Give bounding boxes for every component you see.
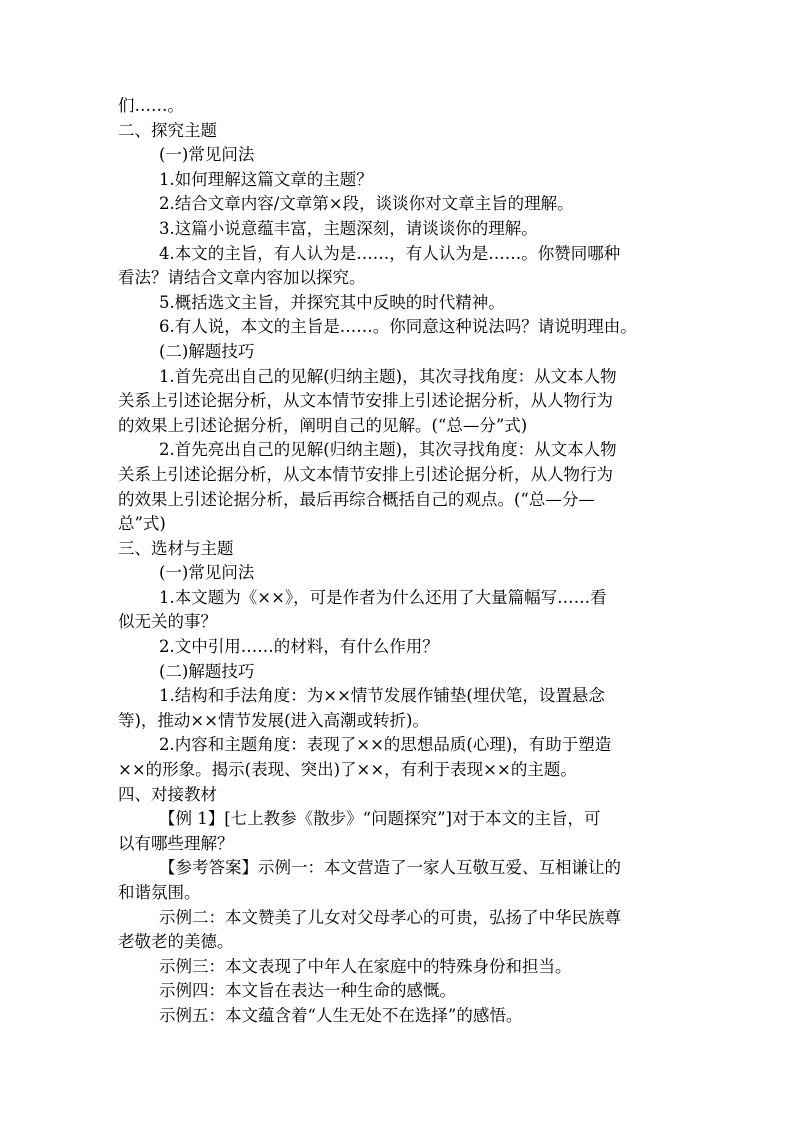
paragraph-line: 示例二：本文赞美了儿女对父母孝心的可贵，弘扬了中华民族尊	[159, 907, 621, 927]
section-heading-material-theme: 三、选材与主题	[118, 538, 234, 558]
document-body	[118, 94, 676, 1029]
paragraph-line: 1.首先亮出自己的见解(归纳主题)，其次寻找角度：从文本人物	[159, 366, 617, 386]
paragraph-line: 看法？请结合文章内容加以探究。	[118, 268, 366, 288]
paragraph-line: 以有哪些理解？	[118, 833, 234, 853]
question-item: 3.这篇小说意蕴丰富，主题深刻，请谈谈你的理解。	[159, 218, 538, 238]
subheading-common-questions: (一)常见问法	[159, 145, 255, 165]
question-item: 5.概括选文主旨，并探究其中反映的时代精神。	[159, 292, 505, 312]
paragraph-line: 2.首先亮出自己的见解(归纳主题)，其次寻找角度：从文本人物	[159, 440, 617, 460]
paragraph-line: 关系上引述论据分析，从文本情节安排上引述论据分析，从人物行为	[118, 464, 613, 484]
question-item: 1.如何理解这篇文章的主题？	[159, 169, 373, 189]
paragraph-line: 和谐氛围。	[118, 883, 201, 902]
question-item-paragraph	[118, 586, 676, 635]
tip-paragraph	[118, 684, 676, 733]
answer-paragraph	[118, 856, 676, 905]
question-item: 2.文中引用……的材料，有什么作用？	[159, 637, 439, 657]
answer-line: 示例五：本文蕴含着“人生无处不在选择”的感悟。	[159, 1005, 523, 1025]
paragraph-line: 总”式)	[118, 514, 166, 534]
paragraph-line: 【参考答案】示例一：本文营造了一家人互敬互爱、互相谦让的	[159, 858, 621, 878]
paragraph-line: 的效果上引述论据分析，阐明自己的见解。(“总—分”式)	[118, 415, 528, 435]
question-item: 2.结合文章内容/文章第×段，谈谈你对文章主旨的理解。	[159, 194, 574, 214]
paragraph-line: 1.本文题为《××》，可是作者为什么还用了大量篇幅写……看	[159, 587, 607, 607]
question-item-paragraph	[118, 242, 676, 291]
paragraph-line: ××的形象。揭示(表现、突出)了××，有利于表现××的主题。	[118, 760, 577, 780]
paragraph-line: 老敬老的美德。	[118, 932, 234, 952]
example-paragraph	[118, 807, 676, 856]
paragraph-line: 关系上引述论据分析，从文本情节安排上引述论据分析，从人物行为	[118, 391, 613, 411]
section-heading-explore-theme: 二、探究主题	[118, 120, 217, 140]
subheading-solving-tips: (二)解题技巧	[159, 661, 255, 681]
tip-paragraph	[118, 733, 676, 782]
tip-paragraph	[118, 365, 676, 439]
paragraph-line: 2.内容和主题角度：表现了××的思想品质(心理)，有助于塑造	[159, 735, 612, 755]
paragraph-line: 的效果上引述论据分析，最后再综合概括自己的观点。(“总—分—	[118, 489, 595, 509]
subheading-common-questions: (一)常见问法	[159, 563, 255, 583]
answer-line: 示例四：本文旨在表达一种生命的感慨。	[159, 981, 456, 1001]
paragraph-line: 1.结构和手法角度：为××情节发展作铺垫(埋伏笔，设置悬念	[159, 686, 605, 706]
answer-paragraph	[118, 906, 676, 955]
tip-paragraph	[118, 438, 676, 536]
subheading-solving-tips: (二)解题技巧	[159, 341, 255, 361]
paragraph-line: 等)，推动××情节发展(进入高潮或转折)。	[118, 710, 429, 730]
question-item: 6.有人说，本文的主旨是……。你同意这种说法吗？请说明理由。	[159, 317, 637, 337]
answer-line: 示例三：本文表现了中年人在家庭中的特殊身份和担当。	[159, 956, 572, 976]
paragraph-line: 4.本文的主旨，有人认为是……，有人认为是……。你赞同哪种	[159, 243, 621, 263]
paragraph-line: 【例 1】[七上教参《散步》“问题探究”]对于本文的主旨，可	[159, 809, 601, 829]
paragraph-line: 似无关的事？	[118, 612, 217, 632]
section-heading-textbook-link: 四、对接教材	[118, 784, 217, 804]
continuation-line: 们……。	[118, 96, 184, 115]
